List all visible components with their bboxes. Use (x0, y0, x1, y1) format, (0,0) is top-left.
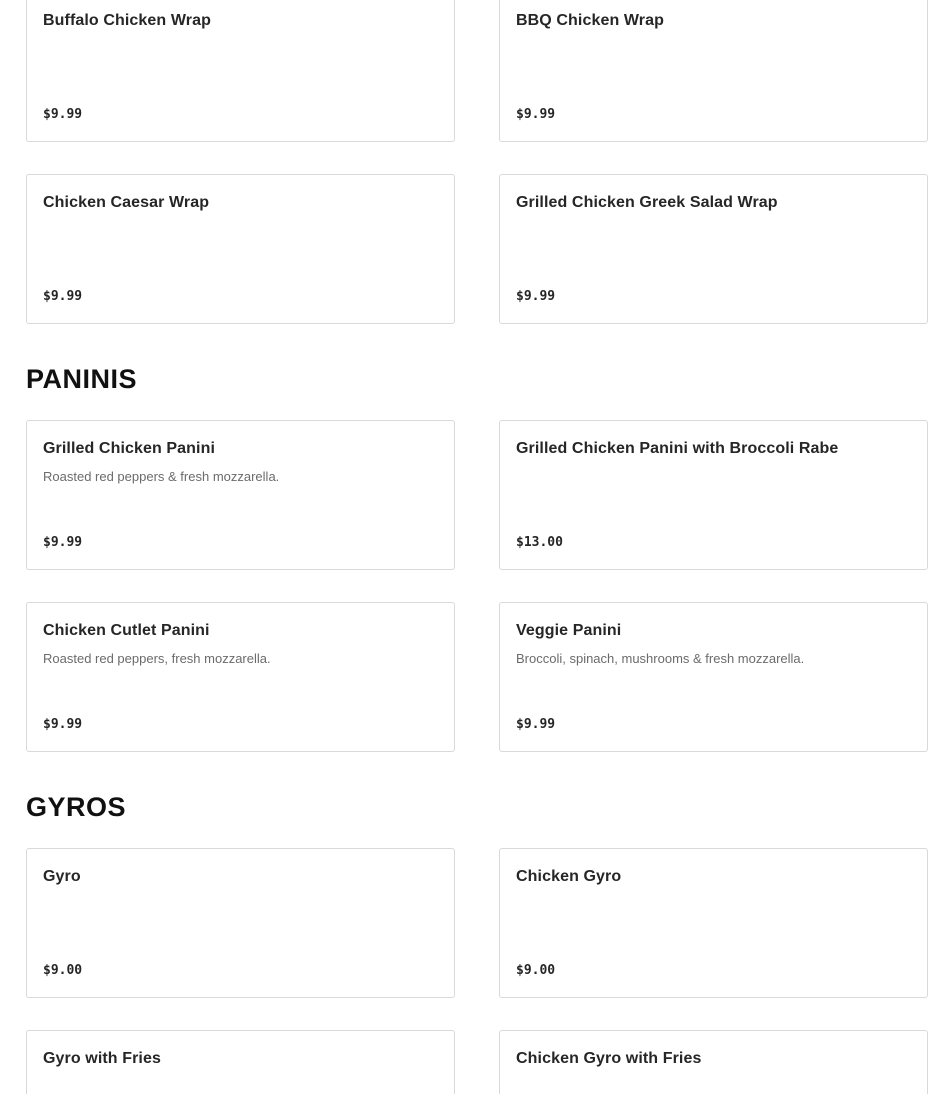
menu-item-description: Roasted red peppers, fresh mozzarella. (43, 651, 271, 666)
menu-item-card[interactable] (499, 1030, 928, 1094)
menu-item-card[interactable] (26, 602, 455, 752)
menu-item-name: Gyro (43, 868, 81, 885)
menu-item-name: Chicken Caesar Wrap (43, 194, 210, 211)
menu-item-name: Grilled Chicken Panini (43, 440, 216, 457)
menu-item-card[interactable] (499, 174, 928, 324)
menu-item-price: $13.00 (516, 535, 563, 550)
menu-item-name: Chicken Gyro with Fries (516, 1050, 702, 1067)
menu-item-name: Chicken Cutlet Panini (43, 622, 210, 639)
menu-item-price: $9.99 (43, 535, 83, 550)
menu-item-price: $9.99 (43, 289, 83, 304)
menu-item-price: $9.00 (516, 963, 556, 978)
menu-item-description: Roasted red peppers & fresh mozzarella. (43, 469, 280, 484)
menu-item-card[interactable] (499, 848, 928, 998)
menu-item-card[interactable] (26, 420, 455, 570)
menu-item-card[interactable] (499, 420, 928, 570)
menu-item-price: $9.99 (516, 717, 556, 732)
menu-item-name: BBQ Chicken Wrap (516, 12, 664, 29)
menu-item-card[interactable] (26, 1030, 455, 1094)
menu-item-name: Buffalo Chicken Wrap (43, 12, 211, 29)
menu-item-name: Chicken Gyro (516, 868, 622, 885)
menu-item-card[interactable] (26, 848, 455, 998)
menu-item-price: $9.99 (516, 107, 556, 122)
menu-section-gyros (26, 848, 928, 1094)
menu-item-name: Grilled Chicken Panini with Broccoli Rabe (516, 440, 839, 457)
menu-item-card[interactable] (499, 0, 928, 142)
menu-item-name: Grilled Chicken Greek Salad Wrap (516, 194, 778, 211)
menu-item-card[interactable] (499, 602, 928, 752)
menu-item-name: Gyro with Fries (43, 1050, 161, 1067)
menu-item-card[interactable] (26, 174, 455, 324)
menu-item-price: $9.99 (516, 289, 556, 304)
menu-item-price: $9.00 (43, 963, 83, 978)
menu-section-wraps (26, 0, 928, 324)
menu-item-description: Broccoli, spinach, mushrooms & fresh mozzarella. (516, 651, 805, 666)
menu-section-paninis (26, 420, 928, 752)
menu-item-price: $9.99 (43, 717, 83, 732)
menu-item-price: $9.99 (43, 107, 83, 122)
menu-item-name: Veggie Panini (516, 622, 622, 639)
section-title-gyros: GYROS (26, 792, 127, 822)
menu-item-card[interactable] (26, 0, 455, 142)
section-title-paninis: PANINIS (26, 364, 138, 394)
